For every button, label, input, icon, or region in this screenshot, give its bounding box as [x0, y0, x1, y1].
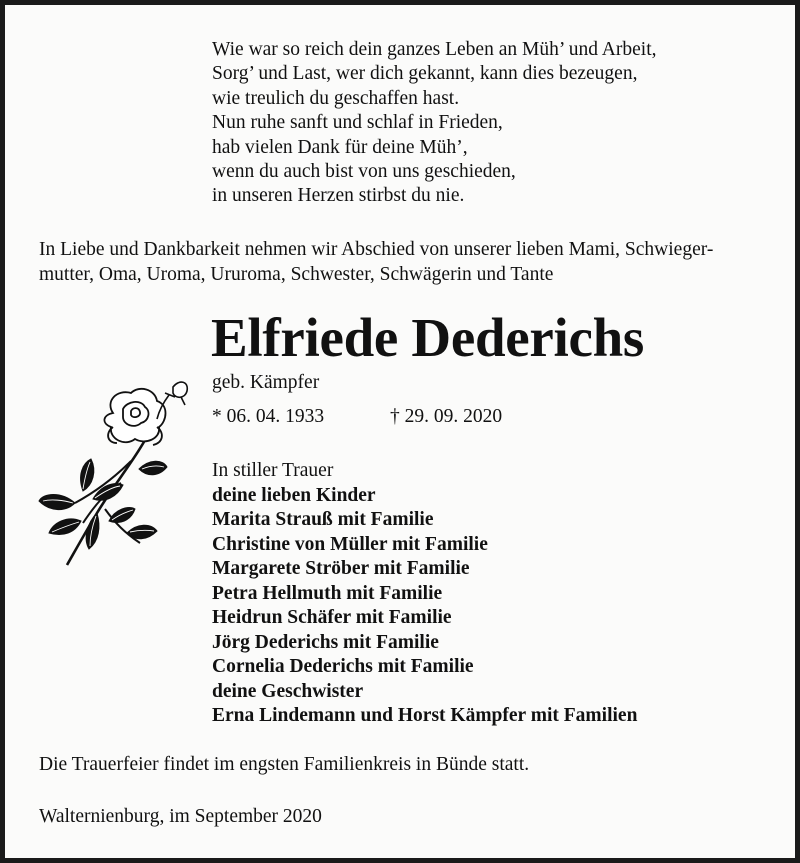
mourner-entry: Christine von Müller mit Familie	[212, 533, 488, 555]
intro-line: In Liebe und Dankbarkeit nehmen wir Abschied von unserer lieben Mami, Schwieger-	[39, 239, 714, 260]
place-date: Walternienburg, im September 2020	[39, 806, 322, 827]
life-dates	[212, 405, 502, 429]
death-date: † 29. 09. 2020	[390, 406, 503, 427]
mourner-entry: Erna Lindemann und Horst Kämpfer mit Familien	[212, 705, 638, 726]
mourner-entry: deine lieben Kinder	[212, 484, 376, 506]
mourner-entry: Marita Strauß mit Familie	[212, 509, 434, 530]
mourners-lead: In stiller Trauer	[212, 460, 334, 481]
poem-line: wenn du auch bist von uns geschieden,	[212, 161, 516, 183]
mourner-entry: Petra Hellmuth mit Familie	[212, 582, 443, 604]
rose-icon	[35, 373, 205, 573]
mourner-entry: Jörg Dederichs mit Familie	[212, 631, 439, 653]
mourners-list	[212, 459, 637, 729]
funeral-note: Die Trauerfeier findet im engsten Familienkreis in Bünde statt.	[39, 754, 530, 775]
intro-line: mutter, Oma, Uroma, Ururoma, Schwester, Schwägerin und Tante	[39, 264, 554, 285]
mourner-entry: Margarete Ströber mit Familie	[212, 558, 470, 579]
poem-line: Wie war so reich dein ganzes Leben an Müh’ und Arbeit,	[212, 39, 657, 60]
deceased-name: Elfriede Dederichs	[211, 307, 644, 368]
poem-line: in unseren Herzen stirbst du nie.	[212, 185, 465, 207]
maiden-name: geb. Kämpfer	[212, 372, 320, 393]
poem-line: Sorg’ und Last, wer dich gekannt, kann dies bezeugen,	[212, 63, 638, 85]
mourner-entry: Heidrun Schäfer mit Familie	[212, 607, 452, 628]
poem-line: wie treulich du geschaffen hast.	[212, 87, 460, 109]
birth-date: * 06. 04. 1933	[212, 406, 325, 427]
memorial-poem	[212, 38, 657, 209]
mourner-entry: deine Geschwister	[212, 680, 364, 702]
farewell-intro	[39, 237, 713, 287]
mourner-entry: Cornelia Dederichs mit Familie	[212, 656, 474, 677]
poem-line: hab vielen Dank für deine Müh’,	[212, 136, 468, 158]
poem-line: Nun ruhe sanft und schlaf in Frieden,	[212, 112, 503, 134]
